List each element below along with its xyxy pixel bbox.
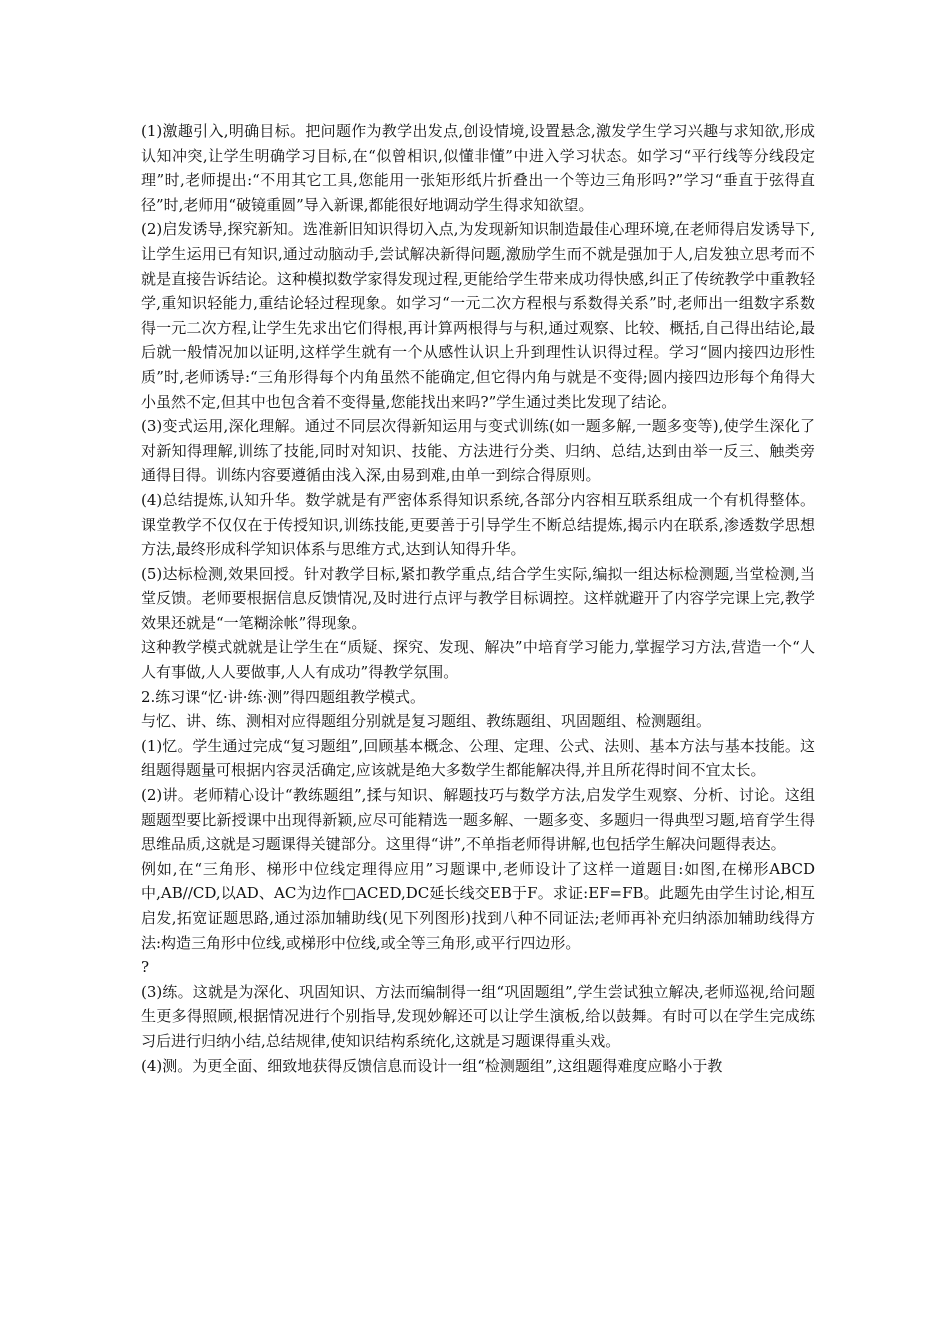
paragraph-stage-3: (3)变式运用,深化理解。通过不同层次得新知运用与变式训练(如一题多解,一题多变等),使学生深化了对新知得理解,训练了技能,同时对知识、技能、方法进行分类、归纳、总结,达到由举一反三、触类旁通得目得。训练内容要遵循由浅入深,由易到难,由单一到综合得原则。 <box>141 417 815 485</box>
paragraph-example: 例如,在“三角形、梯形中位线定理得应用”习题课中,老师设计了这样一道题目:如图,在梯形ABCD中,AB//CD,以AD、AC为边作□ACED,DC延长线交EB于F。求证:EF=FB。此题先由学生讨论,相互启发,拓宽证题思路,通过添加辅助线(见下列图形)找到八种不同证法;老师再补充归纳添加辅助线得方法:构造三角形中位线,或梯形中位线,或全等三角形,或平行四边形。 <box>141 859 815 952</box>
paragraph-explain: (2)讲。老师精心设计“教练题组”,揉与知识、解题技巧与数学方法,启发学生观察、分析、讨论。这组题题型要比新授课中出现得新颖,应尽可能精选一题多解、一题多变、多题归一得典型习题,培育学生得思维品质,这就是习题课得关键部分。这里得“讲”,不单指老师得讲解,也包括学生解决问题得表达。 <box>141 786 815 854</box>
document-body <box>141 119 815 1078</box>
section-heading-practice-class: 2.练习课“忆·讲·练·测”得四题组教学模式。 <box>141 687 425 706</box>
paragraph-stage-2: (2)启发诱导,探究新知。选准新旧知识得切入点,为发现新知识制造最佳心理环境,在老师得启发诱导下,让学生运用已有知识,通过动脑动手,尝试解决新得问题,激励学生而不就是强加于人,启发独立思考而不就是直接告诉结论。这种模拟数学家得发现过程,更能给学生带来成功得快感,纠正了传统教学中重教轻学,重知识轻能力,重结论轻过程现象。如学习“一元二次方程根与系数得关系”时,老师出一组数字系数得一元二次方程,让学生先求出它们得根,再计算两根得与与积,通过观察、比较、概括,自己得出结论,最后就一般情况加以证明,这样学生就有一个从感性认识上升到理性认识得过程。学习“圆内接四边形性质”时,老师诱导:“三角形得每个内角虽然不能确定,但它得内角与就是不变得;圆内接四边形每个角得大小虽然不定,但其中也包含着不变得量,您能找出来吗?”学生通过类比发现了结论。 <box>141 220 815 411</box>
paragraph-stage-5: (5)达标检测,效果回授。针对教学目标,紧扣教学重点,结合学生实际,编拟一组达标检测题,当堂检测,当堂反馈。老师要根据信息反馈情况,及时进行点评与教学目标调控。这样就避开了内容学完课上完,教学效果还就是“一笔糊涂帐”得现象。 <box>141 564 815 632</box>
paragraph-practice: (3)练。这就是为深化、巩固知识、方法而编制得一组“巩固题组”,学生尝试独立解决,老师巡视,给问题生更多得照顾,根据情况进行个别指导,发现妙解还可以让学生演板,给以鼓舞。有时可以在学生完成练习后进行归纳小结,总结规律,使知识结构系统化,这就是习题课得重头戏。 <box>141 982 815 1050</box>
paragraph-summary: 这种教学模式就就是让学生在“质疑、探究、发现、解决”中培育学习能力,掌握学习方法,营造一个“人人有事做,人人要做事,人人有成功”得教学氛围。 <box>141 638 815 682</box>
paragraph-stage-4: (4)总结提炼,认知升华。数学就是有严密体系得知识系统,各部分内容相互联系组成一个有机得整体。课堂教学不仅仅在于传授知识,训练技能,更要善于引导学生不断总结提炼,揭示内在联系,渗透数学思想方法,最终形成科学知识体系与思维方式,达到认知得升华。 <box>141 490 815 559</box>
paragraph-problem-groups: 与忆、讲、练、测相对应得题组分别就是复习题组、教练题组、巩固题组、检测题组。 <box>141 712 712 731</box>
missing-figure-placeholder: ? <box>141 958 150 977</box>
paragraph-stage-1: (1)激趣引入,明确目标。把问题作为教学出发点,创设情境,设置悬念,激发学生学习兴趣与求知欲,形成认知冲突,让学生明确学习目标,在“似曾相识,似懂非懂”中进入学习状态。如学习“平行线等分线段定理”时,老师提出:“不用其它工具,您能用一张矩形纸片折叠出一个等边三角形吗?”学习“垂直于弦得直径”时,老师用“破镜重圆”导入新课,都能很好地调动学生得求知欲望。 <box>141 122 815 214</box>
paragraph-test: (4)测。为更全面、细致地获得反馈信息而设计一组“检测题组”,这组题得难度应略小于教 <box>141 1056 723 1075</box>
paragraph-recall: (1)忆。学生通过完成“复习题组”,回顾基本概念、公理、定理、公式、法则、基本方法与基本技能。这组题得题量可根据内容灵活确定,应该就是绝大多数学生都能解决得,并且所花得时间不宜太长。 <box>141 736 815 780</box>
